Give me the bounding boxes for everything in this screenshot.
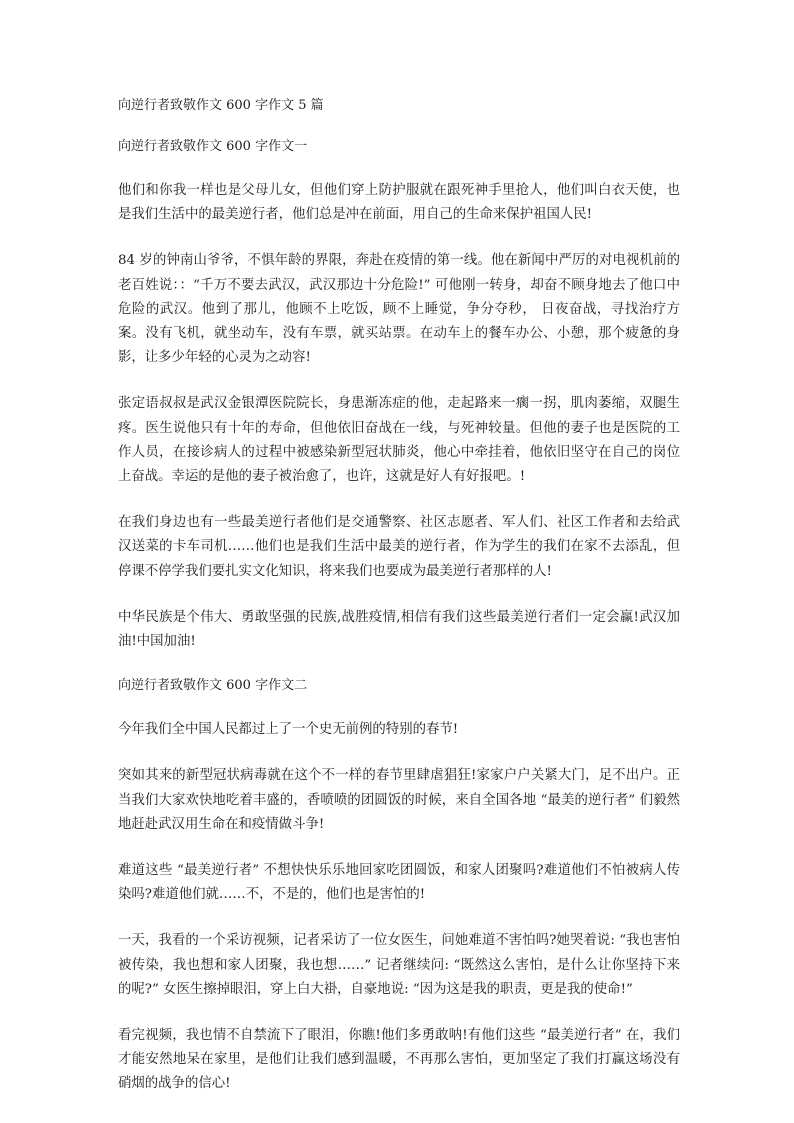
essay-2-heading: 向逆行者致敬作文 600 字作文二 <box>118 678 308 694</box>
essay-1-paragraph-4: 在我们身边也有一些最美逆行者他们是交通警察、社区志愿者、军人们、社区工作者和去给武汉送菜的卡车司机……他们也是我们生活中最美的逆行者，作为学生的我们在家不去添乱，但停课不停学我们要扎实文化知识，将来我们也要成为最美逆行者那样的人! <box>118 515 680 579</box>
essay-2-paragraph-5: 看完视频，我也情不自禁流下了眼泪，你瞧!他们多勇敢呐!有他们这些 “最美逆行者” 在，我们才能安然地呆在家里，是他们让我们感到温暖，不再那么害怕，更加坚定了我们打赢这场没有硝烟的战争的信心! <box>118 1028 680 1092</box>
essay-1-paragraph-1: 他们和你我一样也是父母儿女，但他们穿上防护服就在跟死神手里抢人，他们叫白衣天使，也是我们生活中的最美逆行者，他们总是冲在前面，用自己的生命来保护祖国人民! <box>118 183 680 223</box>
essay-2-paragraph-3: 难道这些 “最美逆行者” 不想快快乐乐地回家吃团圆饭，和家人团聚吗?难道他们不怕被病人传染吗?难道他们就……不，不是的，他们也是害怕的! <box>118 863 680 903</box>
essay-1-paragraph-2: 84 岁的钟南山爷爷，不惧年龄的界限，奔赴在疫情的第一线。他在新闻中严厉的对电视机前的老百姓说：：“千万不要去武汉，武汉那边十分危险!” 可他刚一转身，却奋不顾身地去了他口中危险的武汉。他到了那儿，他顾不上吃饭，顾不上睡觉，争分夺秒， 日夜奋战，寻找治疗方案。没有飞机，就坐动车，没有车票，就买站票。在动车上的餐车办公、小憩，那个疲惫的身影，让多少年轻的心灵为之动容! <box>118 253 680 366</box>
essay-1-heading: 向逆行者致敬作文 600 字作文一 <box>118 139 308 154</box>
essay-2-paragraph-1: 今年我们全中国人民都过上了一个史无前例的特别的春节! <box>118 722 459 738</box>
essay-2-paragraph-4: 一天，我看的一个采访视频，记者采访了一位女医生，问她难道不害怕吗?她哭着说: “我也害怕被传染，我也想和家人团聚，我也想……” 记者继续问: “既然这么害怕，是什么让你坚持下来的呢?” 女医生擦掉眼泪，穿上白大褂，自豪地说: “因为这是我的职责，更是我的使命!” <box>118 933 680 997</box>
essay-1-paragraph-3: 张定语叔叔是武汉金银潭医院院长，身患渐冻症的他，走起路来一瘸一拐，肌肉萎缩，双腿生疼。医生说他只有十年的寿命，但他依旧奋战在一线，与死神较量。但他的妻子也是医院的工作人员，在接诊病人的过程中被感染新型冠状肺炎，他心中牵挂着，他依旧坚守在自己的岗位上奋战。幸运的是他的妻子被治愈了，也许，这就是好人有好报吧。! <box>118 396 680 485</box>
essay-2-paragraph-2: 突如其来的新型冠状病毒就在这个不一样的春节里肆虐猖狂!家家户户关紧大门，足不出户。正当我们大家欢快地吃着丰盛的，香喷喷的团圆饭的时候，来自全国各地 “最美的逆行者” 们毅然地赶赴武汉用生命在和疫情做斗争! <box>118 768 680 832</box>
essay-1-paragraph-5: 中华民族是个伟大、勇敢坚强的民族,战胜疫情,相信有我们这些最美逆行者们一定会赢!武汉加油!中国加油! <box>118 609 680 650</box>
document-page <box>118 96 680 1119</box>
document-title: 向逆行者致敬作文 600 字作文 5 篇 <box>118 98 324 113</box>
